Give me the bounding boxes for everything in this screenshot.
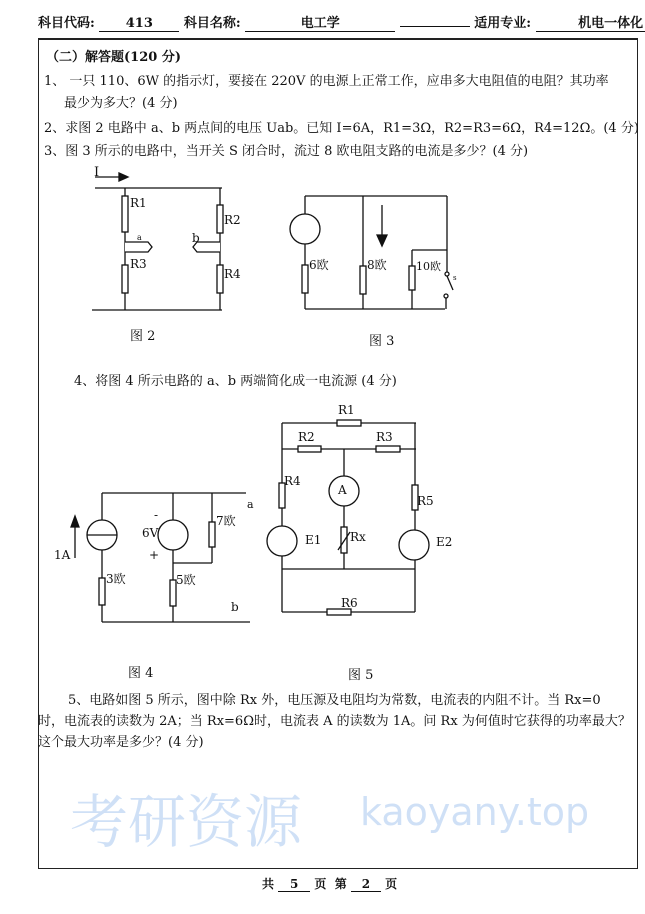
total-label: 共 bbox=[262, 877, 275, 891]
label-r3: R3 bbox=[376, 430, 393, 444]
current-page: 2 bbox=[351, 877, 381, 892]
resistor-r1 bbox=[122, 196, 128, 232]
name-label: 科目名称: bbox=[183, 16, 241, 31]
figure-2-caption: 图 2 bbox=[130, 329, 156, 344]
major: 机电一体化 bbox=[536, 12, 645, 32]
label-b: b bbox=[192, 231, 200, 245]
label-r3: R3 bbox=[130, 257, 147, 271]
watermark-cn: 考研资源 bbox=[70, 788, 303, 856]
resistor-r4 bbox=[217, 265, 223, 293]
label-r2: R2 bbox=[298, 430, 315, 444]
label-r4: R4 bbox=[224, 267, 241, 281]
question-5-cont: 时，电流表的读数为 2A；当 Rx=6Ω时，电流表 A 的读数为 1A。问 Rx 为何值时它获得的功率最大？ bbox=[38, 714, 631, 729]
page-unit: 页 bbox=[314, 877, 327, 891]
resistor-r2 bbox=[217, 205, 223, 233]
arrow-up-icon bbox=[71, 516, 79, 527]
label-5ohm: 5欧 bbox=[176, 573, 196, 587]
question-4: 4、将图 4 所示电路的 a、b 两端简化成一电流源 (4 分) bbox=[74, 374, 397, 389]
question-3: 3、图 3 所示的电路中，当开关 S 闭合时，流过 8 欧电阻支路的电流是多少？(4 分) bbox=[44, 144, 529, 159]
label-plus: + bbox=[149, 548, 160, 562]
label-6v: 6V bbox=[142, 526, 159, 540]
question-1-cont: 最少为多大？(4 分) bbox=[64, 96, 178, 111]
figure-5 bbox=[267, 420, 429, 615]
question-5-cont2: 这个最大功率是多少？(4 分) bbox=[38, 735, 204, 750]
label-s: s bbox=[453, 274, 457, 282]
current-label: 第 bbox=[334, 877, 347, 891]
page-unit: 页 bbox=[385, 877, 398, 891]
page-footer bbox=[262, 875, 397, 892]
label-r2: R2 bbox=[224, 213, 241, 227]
label-ammeter: A bbox=[338, 483, 347, 497]
source-e1 bbox=[267, 526, 297, 556]
label-r4: R4 bbox=[284, 474, 301, 488]
label-7ohm: 7欧 bbox=[216, 514, 236, 528]
label-1a: 1A bbox=[54, 548, 71, 562]
subject-code: 413 bbox=[99, 16, 179, 32]
label-minus: - bbox=[154, 508, 159, 522]
voltage-source-6v bbox=[158, 520, 188, 550]
label-6ohm: 6欧 bbox=[309, 258, 329, 272]
figure-3-caption: 图 3 bbox=[369, 334, 395, 349]
code-label: 科目代码: bbox=[38, 16, 95, 31]
label-8ohm: 8欧 bbox=[367, 258, 387, 272]
figure-5-caption: 图 5 bbox=[348, 668, 374, 683]
total-pages: 5 bbox=[278, 877, 310, 892]
label-e1: E1 bbox=[305, 533, 322, 547]
subject-name: 电工学 bbox=[245, 12, 395, 32]
question-2: 2、求图 2 电路中 a、b 两点间的电压 Uab。已知 I=6A，R1=3Ω，R2=R3=6Ω，R4=12Ω。(4 分) bbox=[44, 121, 639, 136]
label-r1: R1 bbox=[338, 403, 355, 417]
label-r6: R6 bbox=[341, 596, 358, 610]
label-b: b bbox=[231, 600, 239, 614]
label-r5: R5 bbox=[417, 494, 434, 508]
label-10ohm: 10欧 bbox=[416, 260, 441, 273]
section-title: （二）解答题(120 分) bbox=[46, 50, 181, 65]
figure-2 bbox=[92, 173, 223, 310]
label-rx: Rx bbox=[350, 530, 366, 544]
source-e2 bbox=[399, 530, 429, 560]
terminal-a bbox=[125, 242, 152, 252]
arrow-down-icon bbox=[377, 235, 387, 246]
label-e2: E2 bbox=[436, 535, 453, 549]
voltage-source bbox=[290, 214, 320, 244]
label-a: a bbox=[137, 233, 142, 242]
question-5: 5、电路如图 5 所示，图中除 Rx 外，电压源及电阻均为常数，电流表的内阻不计。当 Rx=0 bbox=[68, 693, 601, 708]
question-1: 1、 一只 110、6W 的指示灯，要接在 220V 的电源上正常工作，应串多大电阻值的电阻？其功率 bbox=[44, 74, 609, 89]
label-a: a bbox=[247, 498, 254, 511]
watermark: kaoyany.top bbox=[360, 790, 590, 834]
resistor-r3 bbox=[122, 265, 128, 293]
figure-3 bbox=[290, 196, 453, 309]
figure-4-caption: 图 4 bbox=[128, 666, 154, 681]
label-3ohm: 3欧 bbox=[106, 572, 126, 586]
label-i: I bbox=[94, 165, 100, 180]
current-arrow-icon bbox=[119, 173, 128, 181]
label-r1: R1 bbox=[130, 196, 147, 210]
major-label: 适用专业: bbox=[474, 16, 532, 31]
